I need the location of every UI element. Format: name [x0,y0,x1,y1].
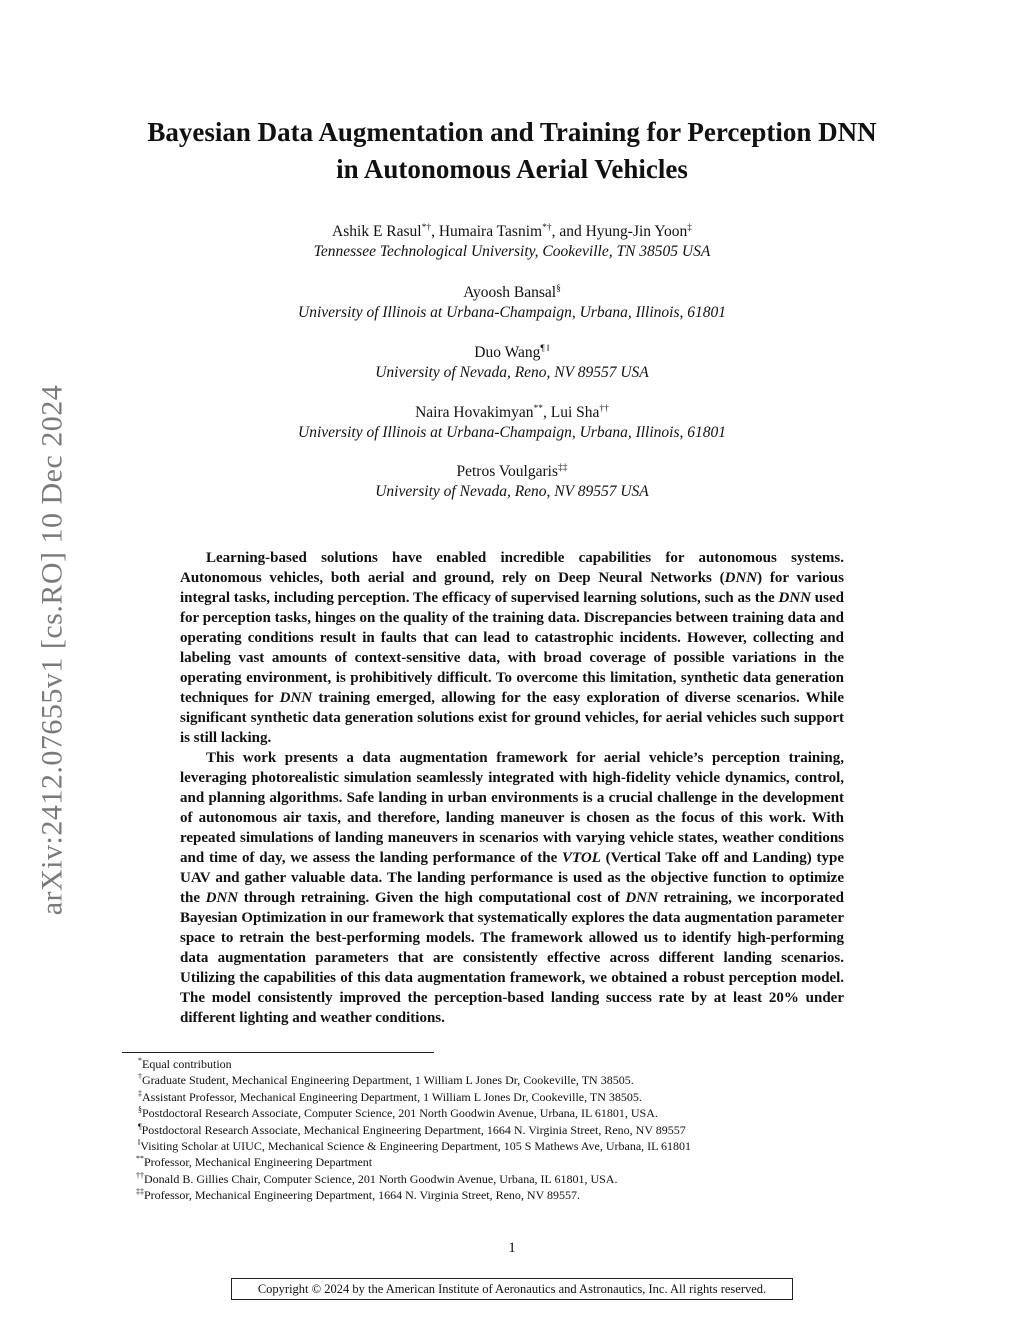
author-names [150,343,874,363]
footnote-mark: †† [136,1170,144,1180]
affiliation-mark: *† [542,222,552,233]
footnote [122,1089,822,1105]
author-affiliation: Tennessee Technological University, Cookeville, TN 38505 USA [313,243,711,260]
affiliation-mark: †† [599,403,609,414]
author-block [150,222,874,262]
footnote-mark: § [138,1105,142,1115]
author-name: Ayoosh Bansal [463,284,557,301]
affiliation-mark: ‡ [687,222,692,233]
author-affiliation: University of Illinois at Urbana-Champaign, Urbana, Illinois, 61801 [298,424,726,441]
footnote-text: Visiting Scholar at UIUC, Mechanical Science & Engineering Department, 105 S Mathews Ave, Urbana, IL 61801 [140,1139,692,1154]
abstract-italic-term: DNN [279,690,313,706]
affiliation-mark: *† [421,222,432,233]
footnotes [122,1056,822,1204]
abstract-text: This work presents a data augmentation framework for aerial vehicle’s perception training, leveraging photorealistic simulation seamlessly integrated with high-fidelity vehicle dynamics, control, and planning algorithms. Safe landing in urban environments is a crucial challenge in the development of autonomous air taxis, and therefore, landing maneuver is chosen as the focus of this work. With repeated simulations of landing maneuvers in scenarios with varying vehicle states, weather conditions and time of day, we assess the landing performance of the [180,750,844,866]
abstract-text: (Vertical Take off and Landing) type UAV and gather valuable data. The landing performance is used as the objective function to optimize the [180,850,844,906]
author-name: Naira Hovakimyan [415,404,534,421]
abstract-text: retraining, we incorporated Bayesian Optimization in our framework that systematically explores the data augmentation parameter space to retrain the best-performing models. The framework allowed us to identify high-performing data augmentation parameters that are consistently effective across different landing scenarios. Utilizing the capabilities of this data augmentation framework, we obtained a robust perception model. The model consistently improved the perception-based landing success rate by at least 20% under different lighting and weather conditions. [180,890,844,1026]
footnote [122,1138,822,1154]
footnote-mark: ‖ [138,1138,141,1148]
abstract-text: ) for various integral tasks, including perception. The efficacy of supervised learning solutions, such as the [180,570,844,606]
footnote [122,1187,822,1203]
abstract-italic-term: DNN [205,890,239,906]
author-block [150,403,874,443]
footnote-text: Postdoctoral Research Associate, Mechanical Engineering Department, 1664 N. Virginia Street, Reno, NV 89557 [141,1122,686,1137]
affiliation-mark: ** [533,403,543,414]
footnote [122,1154,822,1170]
author-name: , Lui Sha [542,404,600,421]
footnote-mark: † [138,1072,142,1082]
abstract-text: Learning-based solutions have enabled incredible capabilities for autonomous systems. Autonomous vehicles, both aerial and ground, rely on Deep Neural Networks ( [180,550,844,586]
author-name: Duo Wang [474,344,541,361]
footnote-mark: ¶ [138,1121,142,1131]
author-name: Petros Voulgaris [456,463,558,480]
abstract-italic-term: DNN [724,570,758,586]
author-name: , and Hyung-Jin Yoon [551,223,688,240]
author-affiliation: University of Nevada, Reno, NV 89557 USA [375,364,649,381]
page-number: 1 [508,1240,516,1256]
author-affiliation: University of Illinois at Urbana-Champaign, Urbana, Illinois, 61801 [298,304,726,321]
abstract-italic-term: DNN [625,890,658,906]
footnote-mark: ‡ [138,1088,142,1098]
footnote [122,1072,822,1088]
abstract-paragraph-2 [180,748,844,1028]
footnote [122,1056,822,1072]
author-names [150,462,874,482]
footnote-mark: * [138,1056,142,1065]
paper-title [100,114,924,188]
title-line-2: in Autonomous Aerial Vehicles [336,154,688,184]
footnote-rule [122,1052,434,1053]
affiliation-mark: § [556,283,561,294]
footnote-text: Donald B. Gillies Chair, Computer Science, 201 North Goodwin Avenue, Urbana, IL 61801, USA. [144,1171,618,1186]
author-block [150,462,874,502]
author-name: , Humaira Tasnim [431,223,543,240]
copyright-notice: Copyright © 2024 by the American Institute of Aeronautics and Astronautics, Inc. All rights reserved. [231,1278,793,1300]
author-block [150,343,874,383]
footnote-text: Postdoctoral Research Associate, Computer Science, 201 North Goodwin Avenue, Urbana, IL 61801, USA. [142,1106,658,1121]
footnote [122,1171,822,1187]
footnote-text: Professor, Mechanical Engineering Department, 1664 N. Virginia Street, Reno, NV 89557. [144,1188,581,1203]
footnote-text: Assistant Professor, Mechanical Engineering Department, 1 William L Jones Dr, Cookeville, TN 38505. [142,1089,642,1104]
affiliation-mark: ‡‡ [557,462,568,473]
footnote-text: Equal contribution [142,1057,232,1071]
author-names [150,222,874,242]
author-block [150,283,874,323]
footnote-text: Graduate Student, Mechanical Engineering Department, 1 William L Jones Dr, Cookeville, TN 38505. [142,1073,634,1088]
author-affiliation: University of Nevada, Reno, NV 89557 USA [375,483,649,500]
footnote-mark: ** [136,1154,144,1164]
arxiv-sidebar [28,350,76,950]
affiliation-mark: ¶ ‖ [540,343,550,354]
footnote [122,1122,822,1138]
arxiv-identifier: arXiv:2412.07655v1 [cs.RO] 10 Dec 2024 [35,384,68,916]
abstract-text: used for perception tasks, hinges on the quality of the training data. Discrepancies between training data and operating conditions result in faults that can lead to catastrophic incidents. However, collecting and labeling vast amounts of context-sensitive data, with broad coverage of possible variations in the operating environment, is prohibitively difficult. To overcome this limitation, synthetic data generation techniques for [180,590,844,706]
abstract-text: training emerged, allowing for the easy exploration of diverse scenarios. While significant synthetic data generation solutions exist for ground vehicles, for aerial vehicles such support is still lacking. [180,690,844,746]
abstract-paragraph-1 [180,548,844,748]
abstract-italic-term: VTOL [562,850,601,866]
abstract-italic-term: DNN [778,590,811,606]
footnote [122,1105,822,1121]
footnote-text: Professor, Mechanical Engineering Department [144,1155,373,1170]
abstract-text: through retraining. Given the high computational cost of [238,890,626,906]
title-line-1: Bayesian Data Augmentation and Training for Perception DNN [147,117,877,147]
author-name: Ashik E Rasul [332,223,422,240]
abstract [180,548,844,1028]
footnote-mark: ‡‡ [136,1187,144,1197]
author-names [150,283,874,303]
author-names [150,403,874,423]
